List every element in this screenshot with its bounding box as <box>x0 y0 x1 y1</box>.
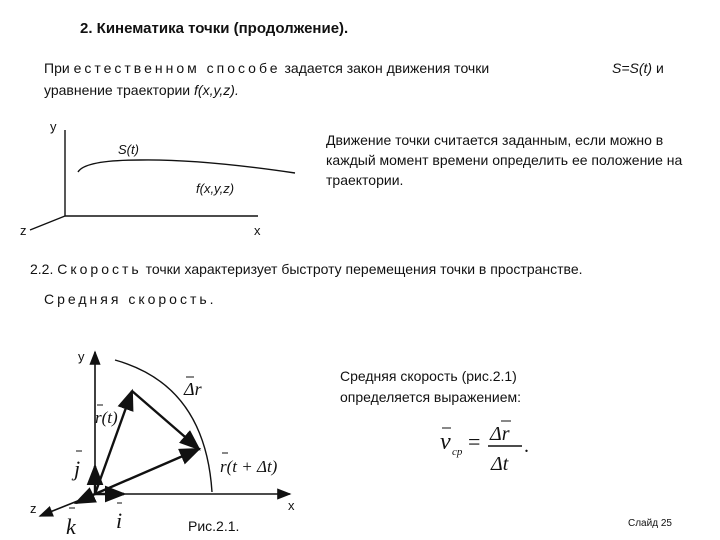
fig1-x-label: x <box>254 223 261 238</box>
fig2-z-label: z <box>30 501 37 516</box>
section-spaced: Скорость <box>57 261 142 277</box>
fig1-y-label: y <box>50 119 57 134</box>
fig1-z-label: z <box>20 223 27 238</box>
section-rest: точки характеризует быстроту перемещения точки в пространстве. <box>141 261 583 277</box>
fig1-fxyz-label: f(x,y,z) <box>196 181 235 196</box>
intro-line2-prefix: уравнение траектории <box>44 82 195 98</box>
average-velocity-description: Средняя скорость (рис.2.1) определяется выражением: <box>340 368 521 405</box>
formula-v: v <box>440 429 451 455</box>
formula-equals: = <box>468 429 481 454</box>
formula-dot: . <box>524 435 529 457</box>
fig1-st-label: S(t) <box>118 142 139 157</box>
unit-i-label: i <box>116 508 123 533</box>
formula-numerator: Δr <box>490 423 510 445</box>
delta-r-label: Δr <box>184 379 202 399</box>
fig2-x-label: x <box>288 498 295 513</box>
r-t-label: r(t) <box>95 408 118 427</box>
page-title: 2. Кинематика точки (продолжение). <box>80 20 349 37</box>
formula-subscript: ср <box>452 446 463 458</box>
intro-prefix: При <box>44 60 70 76</box>
formula-denominator: Δt <box>491 453 509 475</box>
unit-k-label: k <box>66 514 76 539</box>
section-number: 2.2. <box>30 261 54 277</box>
r-t-dt-label: r(t + Δt) <box>220 457 278 476</box>
average-velocity-heading: Средняя скорость. <box>44 291 217 307</box>
figure-caption: Рис.2.1. <box>188 518 240 534</box>
trajectory-formula: f(x,y,z). <box>194 82 239 98</box>
slide-number: Слайд 25 <box>628 518 672 529</box>
law-and: и <box>652 60 664 76</box>
fig2-y-label: y <box>78 349 85 364</box>
unit-j-label: j <box>74 456 81 481</box>
intro-spaced: естественном способе <box>73 60 281 76</box>
law-formula: S=S(t) <box>612 60 653 76</box>
motion-definition: Движение точки считается заданным, если можно в каждый момент времени определить ее положение на траектории. <box>326 132 683 188</box>
intro-mid: задается закон движения точки <box>280 60 490 76</box>
